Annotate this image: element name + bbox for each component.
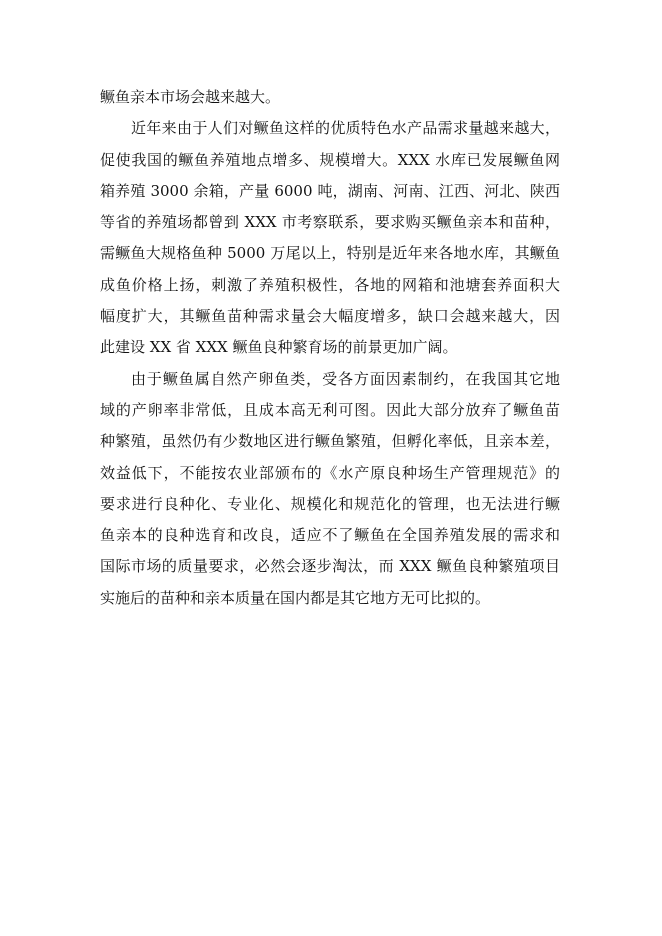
paragraph-3-line-4: 效益低下，不能按农业部颁布的《水产原良种场生产管理规范》的 (100, 463, 560, 482)
paragraph-2-line-3: 箱养殖 3000 余箱，产量 6000 吨，湖南、河南、江西、河北、陕西 (100, 181, 560, 200)
paragraph-3-line-3: 种繁殖，虽然仍有少数地区进行鳜鱼繁殖，但孵化率低，且亲本差， (100, 432, 560, 451)
paragraph-3-line-7: 国际市场的质量要求，必然会逐步淘汰，而 XXX 鳜鱼良种繁殖项目 (100, 557, 560, 576)
paragraph-3-line-8: 实施后的苗种和亲本质量在国内都是其它地方无可比拟的。 (100, 588, 491, 607)
paragraph-3-line-1: 由于鳜鱼属自然产卵鱼类，受各方面因素制约，在我国其它地 (131, 369, 560, 388)
paragraph-1-line-1: 鳜鱼亲本市场会越来越大。 (100, 88, 281, 106)
paragraph-3-line-2: 域的产卵率非常低，且成本高无利可图。因此大部分放弃了鳜鱼苗 (100, 400, 560, 419)
paragraph-2-line-7: 幅度扩大，其鳜鱼苗种需求量会大幅度增多，缺口会越来越大，因 (100, 307, 560, 326)
paragraph-3-line-5: 要求进行良种化、专业化、规模化和规范化的管理，也无法进行鳜 (100, 494, 560, 513)
paragraph-2-line-6: 成鱼价格上扬，刺激了养殖积极性，各地的网箱和池塘套养面积大 (100, 275, 560, 294)
document-body (100, 82, 560, 614)
paragraph-2-line-2: 促使我国的鳜鱼养殖地点增多、规模增大。XXX 水库已发展鳜鱼网 (100, 150, 560, 169)
paragraph-3-line-6: 鱼亲本的良种选育和改良，适应不了鳜鱼在全国养殖发展的需求和 (100, 526, 560, 545)
paragraph-2-line-4: 等省的养殖场都曾到 XXX 市考察联系，要求购买鳜鱼亲本和苗种， (100, 213, 560, 232)
paragraph-2-line-5: 需鳜鱼大规格鱼种 5000 万尾以上，特别是近年来各地水库，其鳜鱼 (100, 244, 560, 263)
paragraph-2-line-1: 近年来由于人们对鳜鱼这样的优质特色水产品需求量越来越大， (131, 119, 560, 138)
paragraph-2-line-8: 此建设 XX 省 XXX 鳜鱼良种繁育场的前景更加广阔。 (100, 338, 458, 357)
